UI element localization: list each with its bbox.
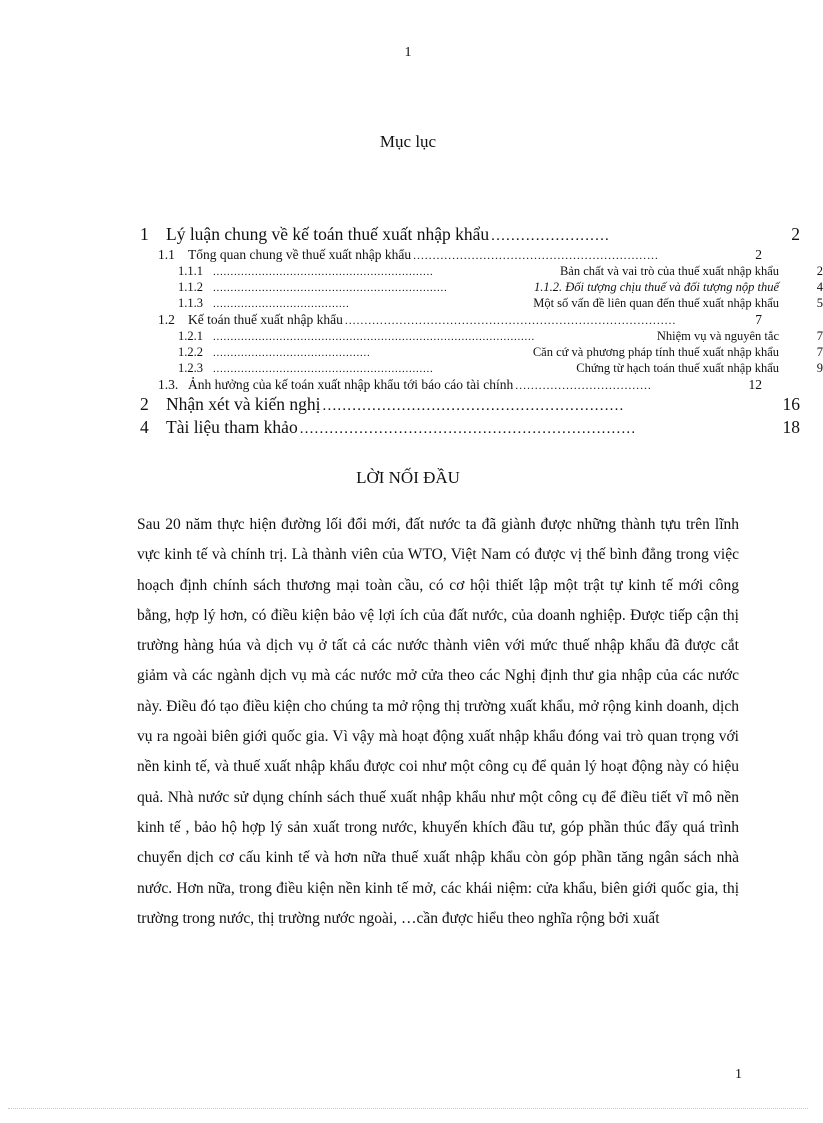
toc-entry-number: 1 <box>140 224 149 244</box>
body-text <box>137 510 739 934</box>
toc-entry-label: Tài liệu tham khảo <box>166 417 298 437</box>
toc-entry-label: Căn cứ và phương pháp tính thuế xuất nhập khẩu <box>532 345 779 359</box>
toc-entry-1-2-2[interactable] <box>178 345 823 360</box>
toc-leader-dots: ..................................................................................... <box>344 313 677 327</box>
toc-entry-1-3[interactable] <box>158 377 762 393</box>
toc-entry-label: Chứng từ hạch toán thuế xuất nhập khẩu <box>576 361 779 375</box>
toc-entry-label: Kế toán thuế xuất nhập khẩu <box>188 312 343 327</box>
toc-entry-1-1[interactable] <box>158 247 762 263</box>
section-heading: LỜI NỐI ĐẦU <box>356 468 460 487</box>
toc-entry-page: 7 <box>755 312 762 327</box>
toc-entry-2[interactable] <box>140 394 800 415</box>
toc-leader-dots: .................................................................... <box>299 421 637 437</box>
toc-entry-label: Bản chất và vai trò của thuế xuất nhập khẩu <box>559 264 779 278</box>
footer-divider <box>8 1108 808 1109</box>
page-number-bottom: 1 <box>735 1067 742 1082</box>
toc-entry-number: 1.2.1 <box>178 329 203 343</box>
page-title: Mục lục <box>379 132 437 151</box>
toc-entry-number: 1.1 <box>158 247 175 262</box>
toc-entry-page: 9 <box>816 361 823 375</box>
toc-leader-dots: ................................... <box>515 378 652 392</box>
toc-entry-number: 2 <box>140 394 149 414</box>
toc-entry-label: Nhận xét và kiến nghị <box>166 394 321 414</box>
toc-entry-label: Nhiệm vụ và nguyên tắc <box>656 329 779 343</box>
toc-entry-page: 2 <box>791 224 800 244</box>
toc-entry-1-1-2[interactable] <box>178 280 823 295</box>
toc-entry-1-1-1[interactable] <box>178 264 823 279</box>
toc-entry-page: 5 <box>816 296 823 310</box>
toc-entry-number: 1.2 <box>158 312 175 327</box>
toc-entry-label: 1.1.2. Đối tượng chịu thuế và đối tượng nộp thuế <box>533 280 779 294</box>
body-paragraph: Sau 20 năm thực hiện đường lối đổi mới, đất nước ta đã giành được những thành tựu trên lĩnh vực kinh tế và chính trị. Là thành viên của WTO, Việt Nam có được vị thế bình đẳng trong việc hoạch định chính sách thương mại toàn cầu, có cơ hội thiết lập một trật tự kinh tế mới công bằng, hợp lý hơn, có điều kiện bảo vệ lợi ích của đất nước, của doanh nghiệp. Được tiếp cận thị trường hàng húa và dịch vụ ở tất cả các nước thành viên với mức thuế nhập khẩu đã được cắt giảm và các ngành dịch vụ mà các nước mở cửa theo các Nghị định thư gia nhập của các nước này. Điều đó tạo điều kiện cho chúng ta mở rộng thị trường xuất khẩu, mở rộng kinh doanh, dịch vụ ra ngoài biên giới quốc gia. Vì vậy mà hoạt động xuất nhập khẩu đóng vai trò quan trọng với nền kinh tế, và thuế xuất nhập khẩu được coi như một công cụ để quản lý hoạt động này có hiệu quả. Nhà nước sử dụng chính sách thuế xuất nhập khẩu như một công cụ để điều tiết vĩ mô nền kinh tế , bảo hộ hợp lý sản xuất trong nước, khuyến khích đầu tư, góp phần thúc đẩy quá trình chuyển dịch cơ cấu kinh tế và hơn nữa thuế xuất nhập khẩu còn góp phần tăng ngân sách nhà nước. Hơn nữa, trong điều kiện nền kinh tế mở, các khái niệm: cửa khẩu, biên giới quốc gia, thị trường trong nước, thị trường nước ngoài, …cần được hiểu theo nghĩa rộng bởi xuất <box>137 516 739 927</box>
toc-leader-dots: ............................................. <box>213 347 371 359</box>
toc-entry-page: 16 <box>782 394 800 414</box>
toc-leader-dots: ....................................... <box>213 298 350 310</box>
toc-entry-page: 2 <box>755 247 762 262</box>
toc-entry-1-2[interactable] <box>158 312 762 328</box>
toc-entry-label: Ảnh hưởng của kế toán xuất nhập khẩu tới báo cáo tài chính <box>188 377 514 392</box>
toc-entry-1-2-3[interactable] <box>178 361 823 376</box>
toc-entry-page: 7 <box>816 329 823 343</box>
toc-entry-number: 1.2.3 <box>178 361 203 375</box>
page-number-top: 1 <box>404 45 412 60</box>
toc-leader-dots: ........................ <box>491 228 610 244</box>
toc-entry-label: Một số vấn đề liên quan đến thuế xuất nhập khẩu <box>533 296 779 310</box>
toc-leader-dots: ............................................................... <box>213 363 434 375</box>
toc-entry-number: 1.3. <box>158 377 179 392</box>
toc-entry-number: 1.1.2 <box>178 280 203 294</box>
toc-entry-label: Lý luận chung về kế toán thuế xuất nhập khẩu <box>166 224 490 244</box>
toc-entry-number: 1.2.2 <box>178 345 203 359</box>
toc-leader-dots: ............................................................................................ <box>213 331 535 343</box>
toc-entry-1[interactable] <box>140 224 800 245</box>
table-of-contents <box>140 224 823 440</box>
toc-entry-number: 1.1.3 <box>178 296 203 310</box>
toc-entry-page: 2 <box>816 264 823 278</box>
toc-leader-dots: ............................................................... <box>413 248 659 262</box>
toc-leader-dots: ............................................................. <box>322 398 625 414</box>
toc-leader-dots: ............................................................... <box>213 266 434 278</box>
toc-entry-page: 7 <box>816 345 823 359</box>
toc-entry-1-1-3[interactable] <box>178 296 823 311</box>
toc-entry-page: 12 <box>748 377 762 392</box>
toc-entry-number: 1.1.1 <box>178 264 203 278</box>
toc-entry-page: 4 <box>816 280 823 294</box>
toc-entry-4[interactable] <box>140 417 800 438</box>
toc-entry-page: 18 <box>782 417 800 437</box>
toc-leader-dots: ................................................................... <box>213 282 448 294</box>
toc-entry-number: 4 <box>140 417 149 437</box>
toc-entry-1-2-1[interactable] <box>178 329 823 344</box>
toc-entry-label: Tổng quan chung về thuế xuất nhập khẩu <box>188 247 412 262</box>
